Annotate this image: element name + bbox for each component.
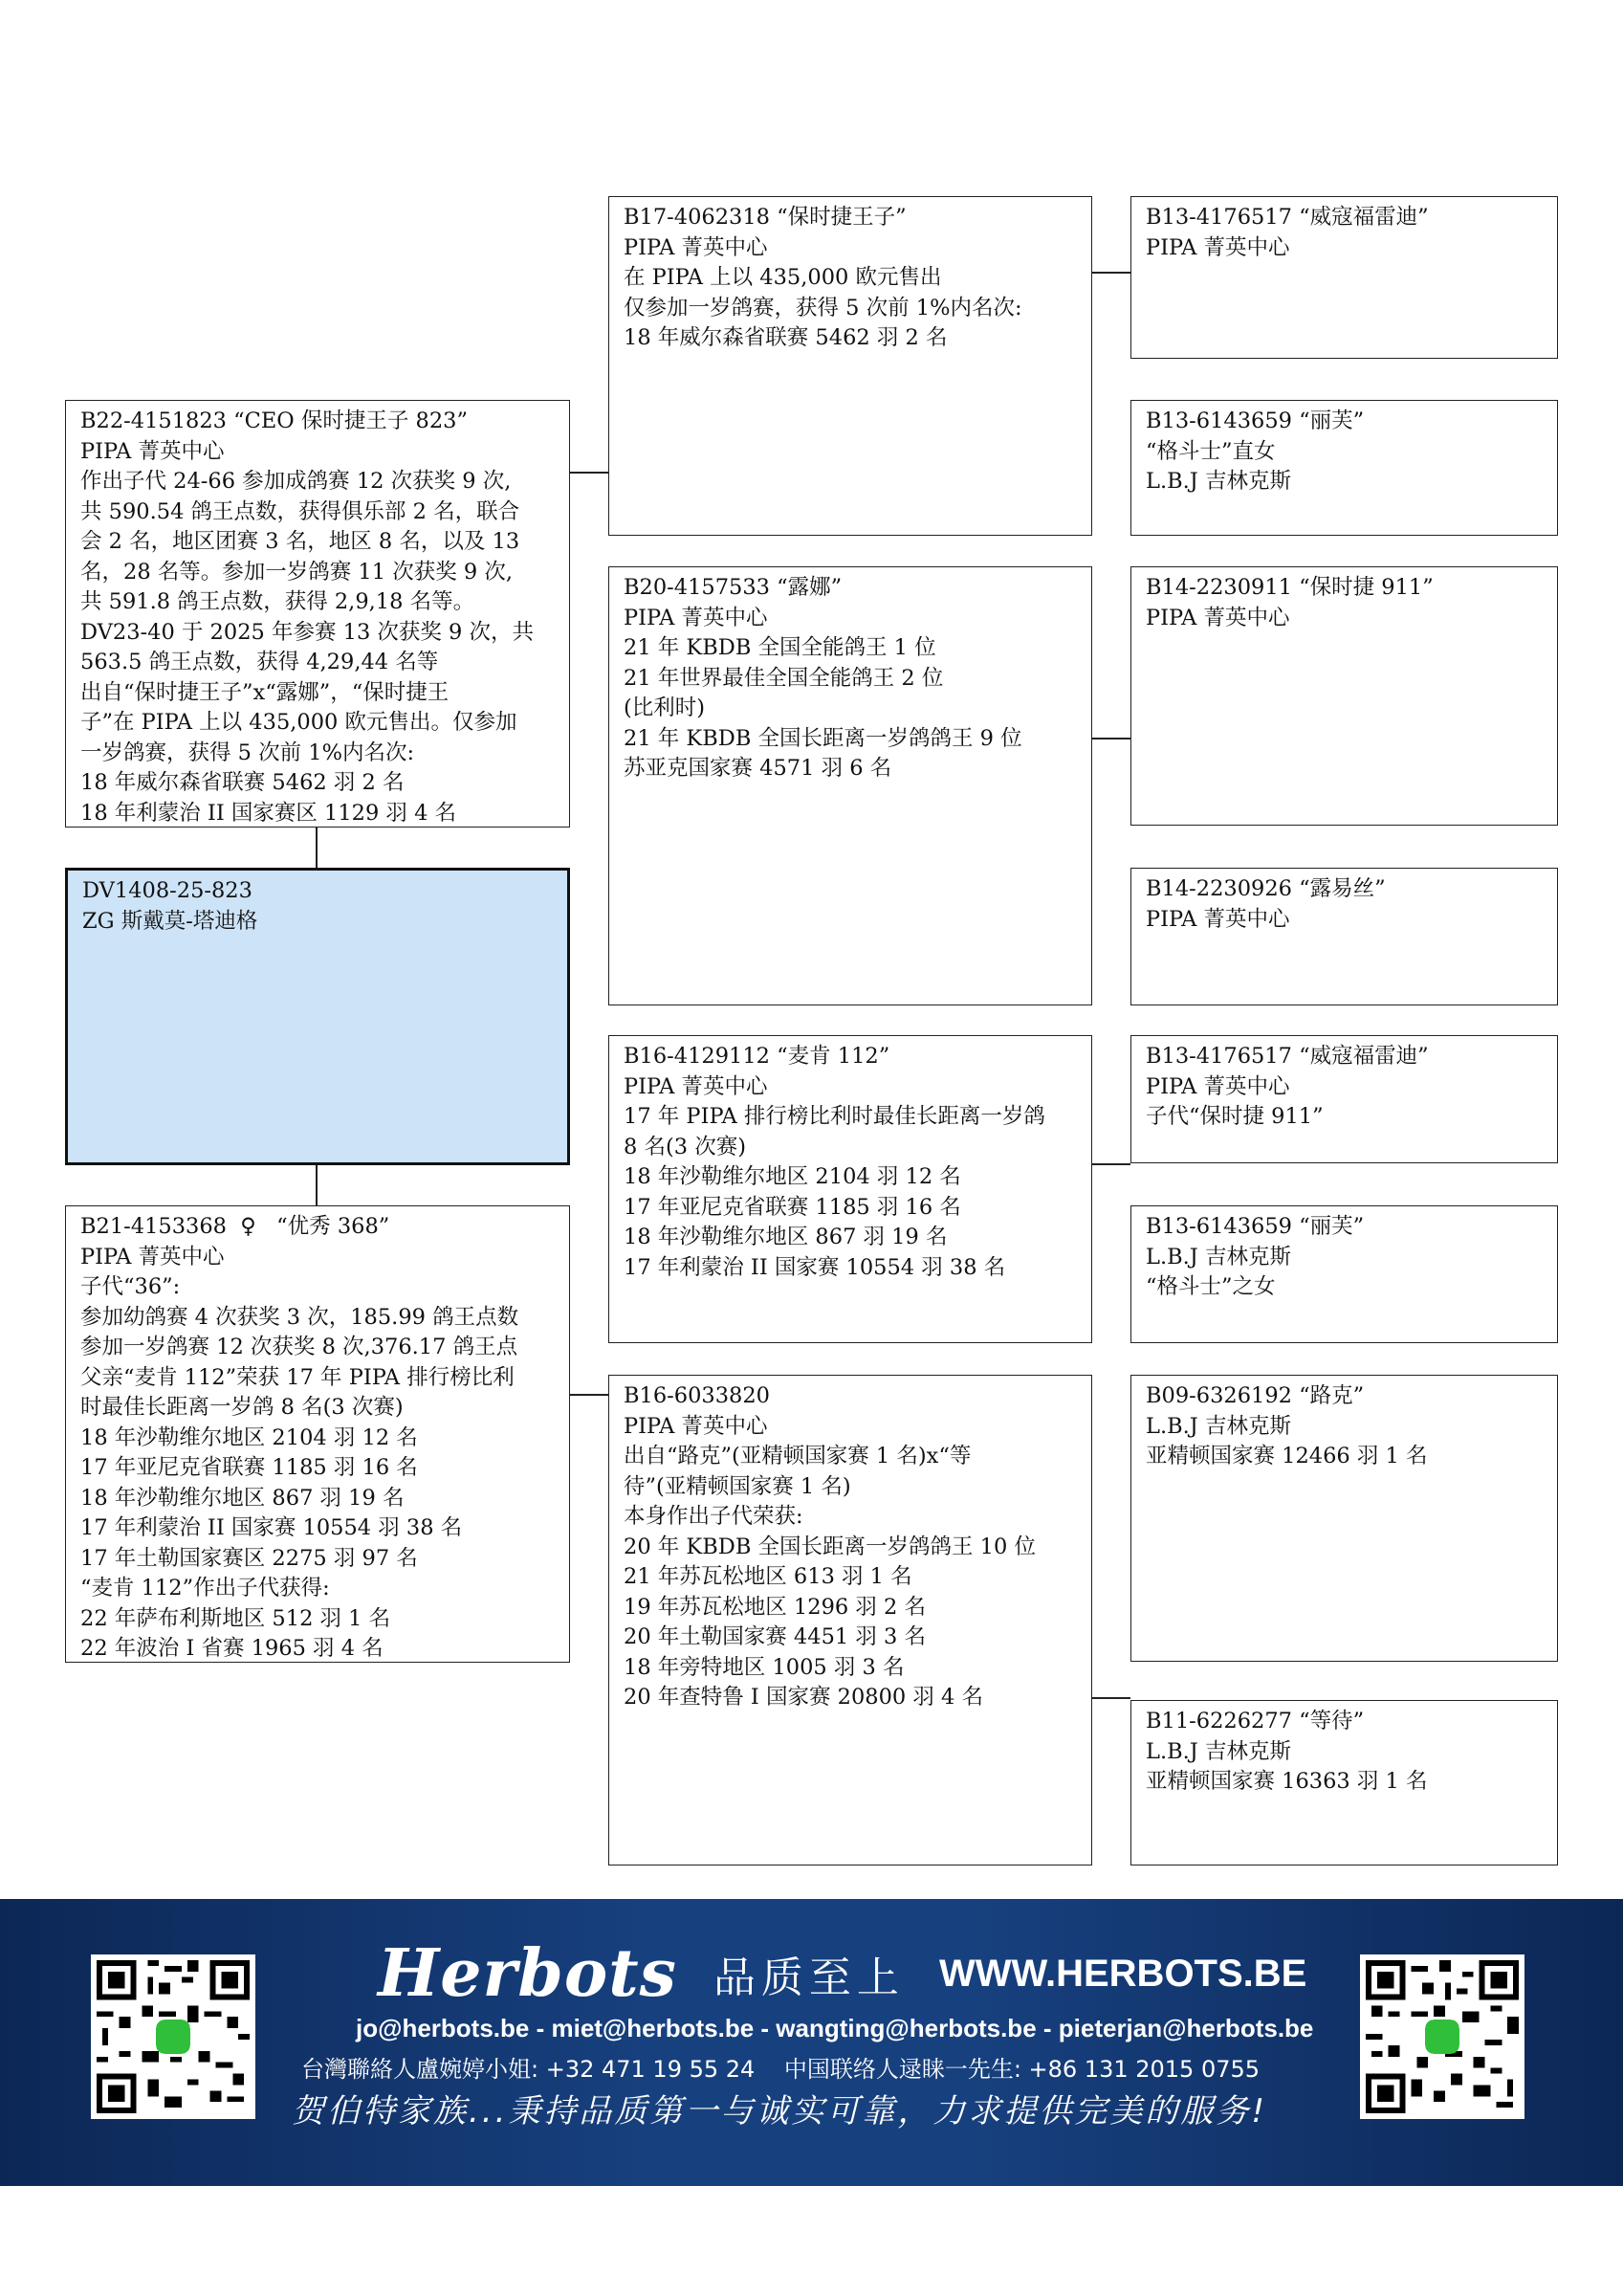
pedigree-line: “格斗士”直女	[1146, 438, 1276, 464]
sds-box	[1130, 566, 1558, 826]
pedigree-line: PIPA 菁英中心	[624, 234, 768, 260]
pedigree-line: 出自“保时捷王子”x“露娜”，“保时捷王	[80, 679, 450, 705]
pedigree-line: 563.5 鸽王点数，获得 4,29,44 名等	[80, 650, 439, 674]
pedigree-line: 17 年土勒国家赛区 2275 羽 97 名	[80, 1545, 418, 1571]
website-link[interactable]: WWW.HERBOTS.BE	[938, 1952, 1307, 1995]
pedigree-line: PIPA 菁英中心	[1146, 605, 1290, 630]
pedigree-line: 21 年 KBDB 全国长距离一岁鸽鸽王 9 位	[624, 725, 1022, 751]
pedigree-line: 仅参加一岁鸽赛，获得 5 次前 1%内名次:	[624, 295, 1022, 320]
pedigree-line: 8 名(3 次赛)	[624, 1134, 746, 1159]
pedigree-line: PIPA 菁英中心	[624, 1073, 768, 1099]
pigeon-id: B16-4129112 “麦肯 112”	[624, 1044, 890, 1069]
pedigree-line: 21 年世界最佳全国全能鸽王 2 位	[624, 665, 944, 691]
pedigree-line: 苏亚克国家赛 4571 羽 6 名	[624, 756, 892, 781]
connector	[1090, 738, 1130, 740]
pedigree-line: 17 年亚尼克省联赛 1185 羽 16 名	[80, 1455, 418, 1480]
pedigree-line: 17 年亚尼克省联赛 1185 羽 16 名	[624, 1194, 961, 1220]
connector	[1090, 1697, 1130, 1699]
ssd-box	[1130, 400, 1558, 536]
pedigree-line: 共 590.54 鸽王点数，获得俱乐部 2 名，联合	[80, 498, 520, 524]
contact-phones: 台灣聯絡人盧婉婷小姐: +32 471 19 55 24 中国联络人逯睐一先生: +86 131 2015 0755	[301, 2056, 1261, 2083]
connector	[568, 472, 608, 474]
slogan: 品质至上	[713, 1954, 905, 2002]
pedigree-line: 一岁鸽赛，获得 5 次前 1%内名次:	[80, 740, 415, 765]
pedigree-line: ZG 斯戴莫-塔迪格	[82, 908, 258, 934]
pedigree-line: PIPA 菁英中心	[1146, 906, 1290, 932]
pedigree-line: 参加幼鸽赛 4 次获奖 3 次，185.99 鸽王点数	[80, 1304, 519, 1330]
pedigree-line: L.B.J 吉林克斯	[1146, 1244, 1291, 1269]
sire-sire-box	[608, 196, 1092, 536]
line-icon	[156, 2020, 190, 2054]
pedigree-line: PIPA 菁英中心	[624, 605, 768, 630]
qr-code-line[interactable]	[91, 1954, 255, 2119]
pigeon-id: B09-6326192 “路克”	[1146, 1383, 1365, 1408]
pedigree-line: “麦肯 112”作出子代获得:	[80, 1576, 330, 1601]
pedigree-line: L.B.J 吉林克斯	[1146, 469, 1291, 494]
pedigree-line: 出自“路克”(亚精顿国家赛 1 名)x“等	[624, 1444, 972, 1468]
pedigree-line: 21 年 KBDB 全国全能鸽王 1 位	[624, 635, 936, 660]
pedigree-line: 21 年苏瓦松地区 613 羽 1 名	[624, 1564, 912, 1589]
pedigree-line: 19 年苏瓦松地区 1296 羽 2 名	[624, 1594, 926, 1620]
pedigree-line: 18 年威尔森省联赛 5462 羽 2 名	[624, 325, 948, 350]
qr-code-graphic	[1360, 1954, 1524, 2119]
pedigree-line: 作出子代 24-66 参加成鸽赛 12 次获奖 9 次,	[80, 469, 512, 494]
dss-box	[1130, 1035, 1558, 1163]
dds-box	[1130, 1375, 1558, 1662]
sss-box	[1130, 196, 1558, 359]
pigeon-id: B22-4151823 “CEO 保时捷王子 823”	[80, 408, 468, 433]
wechat-icon	[1425, 2020, 1459, 2054]
pedigree-line: PIPA 菁英中心	[80, 1244, 225, 1269]
pedigree-line: 在 PIPA 上以 435,000 欧元售出	[624, 265, 942, 290]
pedigree-line: 本身作出子代荣获:	[624, 1504, 803, 1529]
pedigree-line: 18 年威尔森省联赛 5462 羽 2 名	[80, 770, 405, 795]
pedigree-line: 子代“36”:	[80, 1274, 181, 1299]
qr-code-wechat[interactable]	[1360, 1954, 1524, 2119]
pedigree-line: DV23-40 于 2025 年参赛 13 次获奖 9 次，共	[80, 619, 535, 645]
pedigree-line: 名，28 名等。参加一岁鸽赛 11 次获奖 9 次,	[80, 559, 513, 585]
dsd-box	[1130, 1205, 1558, 1343]
pedigree-line: 20 年 KBDB 全国长距离一岁鸽鸽王 10 位	[624, 1534, 1036, 1559]
connector	[316, 828, 318, 868]
email-addresses[interactable]: jo@herbots.be - miet@herbots.be - wangting@herbots.be - pieterjan@herbots.be	[356, 2014, 1314, 2042]
pigeon-id: B13-6143659 “丽芙”	[1146, 408, 1365, 433]
pedigree-line: 会 2 名，地区团赛 3 名，地区 8 名，以及 13	[80, 529, 520, 554]
pedigree-line: 18 年沙勒维尔地区 2104 羽 12 名	[80, 1424, 418, 1450]
pedigree-line: 18 年利蒙治 II 国家赛区 1129 羽 4 名	[80, 800, 457, 826]
dam-dam-box	[608, 1375, 1092, 1866]
pedigree-line: 17 年利蒙治 II 国家赛 10554 羽 38 名	[624, 1254, 1006, 1280]
pedigree-line: 子代“保时捷 911”	[1146, 1104, 1324, 1129]
pedigree-line: 待”(亚精顿国家赛 1 名)	[624, 1473, 851, 1499]
sdd-box	[1130, 868, 1558, 1005]
brand-row	[378, 1935, 1306, 2012]
pedigree-line: PIPA 菁英中心	[624, 1413, 768, 1439]
pedigree-line: PIPA 菁英中心	[1146, 234, 1290, 260]
pigeon-id: B17-4062318 “保时捷王子”	[624, 205, 907, 230]
pedigree-line: 亚精顿国家赛 12466 羽 1 名	[1146, 1444, 1428, 1468]
pedigree-line: 子”在 PIPA 上以 435,000 欧元售出。仅参加	[80, 710, 517, 735]
dam-sire-box	[608, 1035, 1092, 1343]
pedigree-line: (比利时)	[624, 695, 706, 720]
sire-dam-box	[608, 566, 1092, 1005]
ddd-box	[1130, 1700, 1558, 1866]
qr-code-graphic	[91, 1954, 255, 2119]
pedigree-line: PIPA 菁英中心	[80, 438, 225, 464]
subject-box	[65, 868, 570, 1165]
pedigree-line: PIPA 菁英中心	[1146, 1073, 1290, 1099]
pedigree-line: 父亲“麦肯 112”荣获 17 年 PIPA 排行榜比利	[80, 1364, 515, 1390]
pedigree-line: 22 年波治 I 省赛 1965 羽 4 名	[80, 1636, 384, 1661]
motto: 贺伯特家族...秉持品质第一与诚实可靠，力求提供完美的服务!	[292, 2092, 1268, 2130]
connector	[1090, 1163, 1130, 1165]
pigeon-id: B13-4176517 “威寇福雷迪”	[1146, 1044, 1429, 1069]
pigeon-id: B13-4176517 “威寇福雷迪”	[1146, 205, 1429, 230]
herbots-logo[interactable]: Herbots	[378, 1935, 677, 2012]
pedigree-line: 17 年 PIPA 排行榜比利时最佳长距离一岁鸽	[624, 1104, 1045, 1129]
pigeon-id: B13-6143659 “丽芙”	[1146, 1214, 1365, 1239]
pedigree-line: 时最佳长距离一岁鸽 8 名(3 次赛)	[80, 1395, 404, 1420]
pedigree-line: 18 年沙勒维尔地区 867 羽 19 名	[80, 1485, 405, 1511]
pedigree-line: 20 年查特鲁 I 国家赛 20800 羽 4 名	[624, 1685, 983, 1710]
pigeon-id: DV1408-25-823	[82, 878, 252, 903]
pedigree-line: 参加一岁鸽赛 12 次获奖 8 次,376.17 鸽王点	[80, 1335, 518, 1359]
pedigree-line: 共 591.8 鸽王点数，获得 2,9,18 名等。	[80, 589, 475, 614]
pedigree-line: 18 年旁特地区 1005 羽 3 名	[624, 1654, 905, 1680]
pedigree-line: 18 年沙勒维尔地区 2104 羽 12 名	[624, 1164, 961, 1189]
connector	[568, 1394, 608, 1396]
pigeon-id: B14-2230911 “保时捷 911”	[1146, 575, 1434, 600]
pigeon-id: B16-6033820	[624, 1383, 770, 1408]
pedigree-line: L.B.J 吉林克斯	[1146, 1413, 1291, 1439]
pigeon-id: B20-4157533 “露娜”	[624, 575, 843, 600]
pedigree-line: 17 年利蒙治 II 国家赛 10554 羽 38 名	[80, 1515, 463, 1540]
pedigree-line: 亚精顿国家赛 16363 羽 1 名	[1146, 1769, 1428, 1794]
pedigree-line: 20 年土勒国家赛 4451 羽 3 名	[624, 1624, 926, 1649]
pedigree-line: “格斗士”之女	[1146, 1274, 1276, 1299]
pigeon-id: B11-6226277 “等待”	[1146, 1709, 1365, 1733]
dam-box	[65, 1205, 570, 1663]
footer-banner	[0, 1899, 1623, 2186]
sire-box	[65, 400, 570, 828]
pedigree-line: 22 年萨布利斯地区 512 羽 1 名	[80, 1605, 391, 1631]
pigeon-id: B21-4153368 ♀ “优秀 368”	[80, 1214, 390, 1239]
connector	[316, 1163, 318, 1205]
pedigree-line: 18 年沙勒维尔地区 867 羽 19 名	[624, 1225, 948, 1249]
connector	[1090, 272, 1130, 274]
pigeon-id: B14-2230926 “露易丝”	[1146, 876, 1386, 901]
pedigree-line: L.B.J 吉林克斯	[1146, 1738, 1291, 1764]
